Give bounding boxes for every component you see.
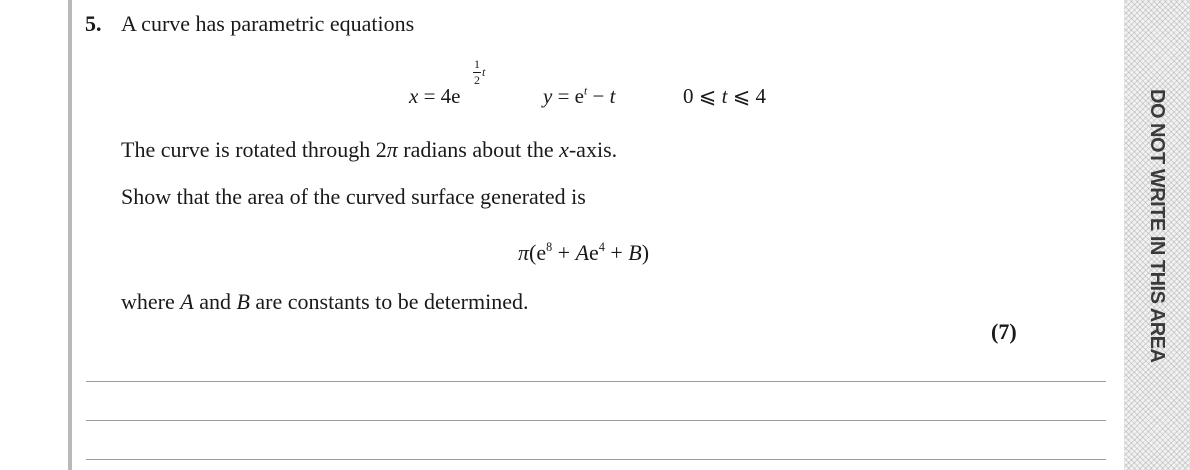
parameter-range: 0 ⩽ t ⩽ 4 — [683, 84, 767, 108]
constants-statement: where A and B are constants to be determined. — [121, 289, 529, 314]
do-not-write-label: DO NOT WRITE IN THIS AREA — [1146, 88, 1168, 363]
answer-line[interactable] — [86, 420, 1106, 421]
equation-y: $y = e^t - t$ — [543, 84, 616, 108]
equation-x-exponent: 1 2 t — [474, 57, 486, 87]
question-number: 5. — [85, 11, 102, 36]
surface-area-expression: $\pi(e^8 + Ae^4 + B)$ — [518, 239, 650, 265]
question-intro: A curve has parametric equations — [121, 11, 415, 36]
answer-line[interactable] — [86, 381, 1106, 382]
rotation-statement: The curve is rotated through 2π radians about the x-axis. — [121, 137, 618, 162]
left-margin-rule — [68, 0, 72, 470]
show-that-instruction: Show that the area of the curved surface generated is — [121, 184, 586, 209]
equation-x: x = 4e — [409, 84, 461, 108]
marks-label: (7) — [991, 319, 1017, 344]
answer-line[interactable] — [86, 459, 1106, 460]
